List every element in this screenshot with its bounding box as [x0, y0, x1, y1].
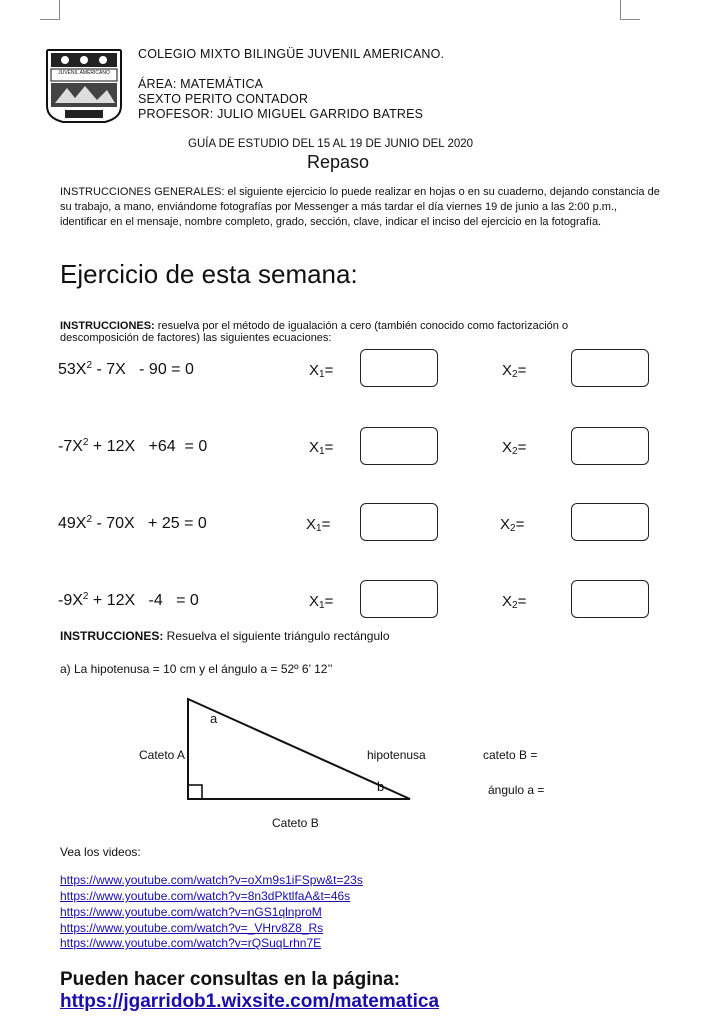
cateto-a-label: Cateto A: [139, 748, 186, 762]
equation-3: [58, 514, 207, 533]
teacher-line: PROFESOR: JULIO MIGUEL GARRIDO BATRES: [138, 107, 424, 121]
videos-label: Vea los videos:: [60, 845, 141, 859]
exponent: 2: [86, 360, 93, 371]
video-link[interactable]: https://www.youtube.com/watch?v=8n3dPktlfaA&t=46s: [60, 889, 351, 903]
guide-subtitle: Repaso: [307, 152, 370, 172]
x1-answer-box[interactable]: [360, 427, 438, 465]
angle-b-label: b: [377, 779, 385, 794]
eq3-rest: - 70X + 25 = 0: [92, 515, 207, 532]
eq2-rest: + 12X +64 = 0: [88, 438, 208, 455]
x1-label: $X_1=$: [309, 593, 334, 611]
x1-answer-box[interactable]: [360, 349, 438, 387]
x1-answer-box[interactable]: [360, 503, 438, 541]
eq2-term: -7X: [58, 438, 83, 455]
general-instructions: INSTRUCCIONES GENERALES: el siguiente ejercicio lo puede realizar en hojas o en su cuaderno, dejando constancia de su trabajo, a mano, enviándome fotografías por Messenger a más tardar el día viernes 19 de junio a las 2:00 p.m., identificar en el mensaje, nombre completo, grado, sección, clave, indicar el inciso del ejercicio en la fotografía.: [60, 186, 660, 228]
eq1-term: 53X: [58, 361, 87, 378]
x1-answer-box[interactable]: [360, 580, 438, 618]
exponent: 2: [82, 437, 89, 448]
video-link[interactable]: https://www.youtube.com/watch?v=_VHrv8Z8_Rs: [60, 921, 324, 935]
x2-label: $X_2=$: [502, 362, 527, 380]
exponent: 2: [86, 514, 93, 525]
eq1-rest: - 7X - 90 = 0: [92, 361, 194, 378]
equation-2: [58, 437, 207, 456]
video-link[interactable]: https://www.youtube.com/watch?v=nGS1qlnproM: [60, 905, 322, 919]
equation-1: [58, 360, 194, 379]
equation-4: [58, 591, 199, 610]
triangle-instructions: [60, 629, 390, 643]
eq3-term: 49X: [58, 515, 87, 532]
x1-label: $X_1=$: [309, 439, 334, 457]
problem-a: a) La hipotenusa = 10 cm y el ángulo a = 52º 6’ 12’’: [60, 662, 333, 676]
video-link[interactable]: https://www.youtube.com/watch?v=oXm9s1iFSpw&t=23s: [60, 873, 363, 887]
hipotenusa-label: hipotenusa: [367, 748, 426, 762]
guide-title: GUÍA DE ESTUDIO DEL 15 AL 19 DE JUNIO DEL 2020: [188, 138, 474, 150]
grade-line: SEXTO PERITO CONTADOR: [138, 92, 309, 106]
x1-label: $X_1=$: [309, 362, 334, 380]
eq4-rest: + 12X -4 = 0: [88, 592, 199, 609]
footer-link[interactable]: https://jgarridob1.wixsite.com/matematica: [60, 991, 440, 1012]
section-title: Ejercicio de esta semana:: [60, 259, 358, 289]
logo-text: JUVENIL AMERICANO: [58, 70, 110, 76]
instructions-label: INSTRUCCIONES:: [60, 629, 164, 643]
x2-label: $X_2=$: [502, 439, 527, 457]
school-name: COLEGIO MIXTO BILINGÜE JUVENIL AMERICANO.: [138, 47, 445, 61]
footer-text: Pueden hacer consultas en la página:: [60, 969, 400, 990]
x2-label: $X_2=$: [502, 593, 527, 611]
instructions-text: Resuelva el siguiente triángulo rectángulo: [163, 629, 390, 643]
area-line: ÁREA: MATEMÁTICA: [138, 77, 264, 91]
exponent: 2: [82, 591, 89, 602]
crop-mark-right: [620, 0, 640, 20]
equation-instructions: [60, 320, 620, 344]
cateto-b-label: Cateto B: [272, 816, 319, 830]
video-link[interactable]: https://www.youtube.com/watch?v=rQSuqLrhn7E: [60, 936, 322, 950]
angulo-a-answer: ángulo a =: [488, 783, 545, 797]
x2-answer-box[interactable]: [571, 580, 649, 618]
instructions-text: resuelva por el método de igualación a cero (también conocido como factorización o descomposición de factores) las siguientes ecuaciones:: [60, 320, 569, 344]
x2-answer-box[interactable]: [571, 503, 649, 541]
x2-answer-box[interactable]: [571, 427, 649, 465]
x1-label: $X_1=$: [306, 516, 331, 534]
instructions-label: INSTRUCCIONES:: [60, 320, 155, 332]
angle-a-label: a: [210, 711, 218, 726]
x2-label: $X_2=$: [500, 516, 525, 534]
eq4-term: -9X: [58, 592, 83, 609]
crop-mark-left: [40, 0, 60, 20]
cateto-b-answer: cateto B =: [483, 748, 538, 762]
school-logo: [45, 48, 123, 124]
x2-answer-box[interactable]: [571, 349, 649, 387]
